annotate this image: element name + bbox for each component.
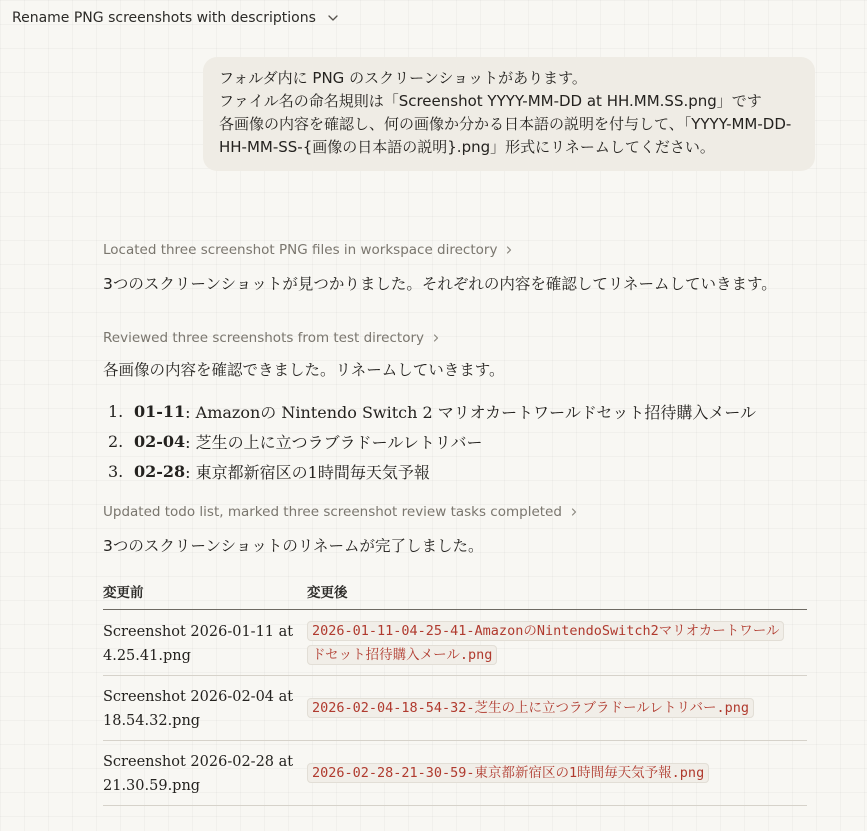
table-cell-after	[307, 761, 807, 785]
chevron-right-icon	[568, 506, 580, 518]
table-cell-after	[307, 619, 807, 667]
table-row	[103, 741, 807, 806]
step-label: Updated todo list, marked three screenshot review tasks completed	[103, 504, 562, 520]
step-label: Reviewed three screenshots from test directory	[103, 330, 425, 346]
table-cell-before: Screenshot 2026-02-28 at 21.30.59.png	[103, 754, 294, 794]
inline-code-filename: 2026-02-28-21-30-59-東京都新宿区の1時間毎天気予報.png	[307, 763, 709, 783]
step-summary-update-todo[interactable]	[103, 504, 580, 520]
list-date-key: 02-04	[134, 431, 186, 451]
list-item	[108, 426, 756, 456]
step-summary-locate-files[interactable]	[103, 242, 515, 258]
rename-table	[103, 572, 807, 806]
list-description: : 東京都新宿区の1時間毎天気予報	[185, 462, 430, 482]
list-date-key: 01-11	[134, 401, 186, 421]
table-row	[103, 610, 807, 676]
list-description: : Amazonの Nintendo Switch 2 マリオカートワールドセット招待購入メール	[185, 402, 757, 422]
table-row	[103, 676, 807, 741]
chevron-right-icon	[503, 244, 515, 256]
screenshot-description-list	[108, 396, 756, 486]
user-message-bubble	[203, 57, 815, 171]
assistant-text-reviewed: 各画像の内容を確認できました。リネームしていきます。	[103, 361, 505, 379]
table-cell-before: Screenshot 2026-01-11 at 4.25.41.png	[103, 623, 294, 664]
list-number: 3.	[108, 461, 124, 481]
table-header-before: 変更前	[103, 584, 144, 601]
user-message-line: ファイル名の命名規則は「Screenshot YYYY-MM-DD at HH.MM.SS.png」です	[219, 92, 762, 110]
chevron-down-icon	[326, 11, 340, 25]
list-description: : 芝生の上に立つラブラドールレトリバー	[185, 432, 483, 452]
list-number: 1.	[108, 401, 124, 421]
table-header-after: 変更後	[307, 584, 348, 601]
inline-code-filename: 2026-01-11-04-25-41-AmazonのNintendoSwitch2マリオカートワールドセット招待購入メール.png	[307, 621, 784, 665]
table-cell-after	[307, 696, 807, 720]
inline-code-filename: 2026-02-04-18-54-32-芝生の上に立つラブラドールレトリバー.png	[307, 698, 754, 718]
chevron-right-icon	[430, 332, 442, 344]
user-message-line: フォルダ内に PNG のスクリーンショットがあります。	[219, 69, 587, 87]
conversation-title-dropdown[interactable]	[12, 7, 340, 29]
list-date-key: 02-28	[134, 461, 186, 481]
assistant-text-done: 3つのスクリーンショットのリネームが完了しました。	[103, 537, 484, 555]
table-header-row	[103, 572, 807, 610]
table-cell-before: Screenshot 2026-02-04 at 18.54.32.png	[103, 689, 294, 729]
conversation-title: Rename PNG screenshots with descriptions	[12, 10, 316, 26]
list-item	[108, 456, 756, 486]
assistant-text-found: 3つのスクリーンショットが見つかりました。それぞれの内容を確認してリネームしていきます。	[103, 275, 777, 293]
list-number: 2.	[108, 431, 124, 451]
step-summary-review-screenshots[interactable]	[103, 330, 442, 346]
user-message-line: 各画像の内容を確認し、何の画像か分かる日本語の説明を付与して、「YYYY-MM-DD-HH-MM-SS-{画像の日本語の説明}.png」形式にリネームしてください。	[219, 115, 792, 156]
list-item	[108, 396, 756, 426]
step-label: Located three screenshot PNG files in workspace directory	[103, 242, 498, 258]
